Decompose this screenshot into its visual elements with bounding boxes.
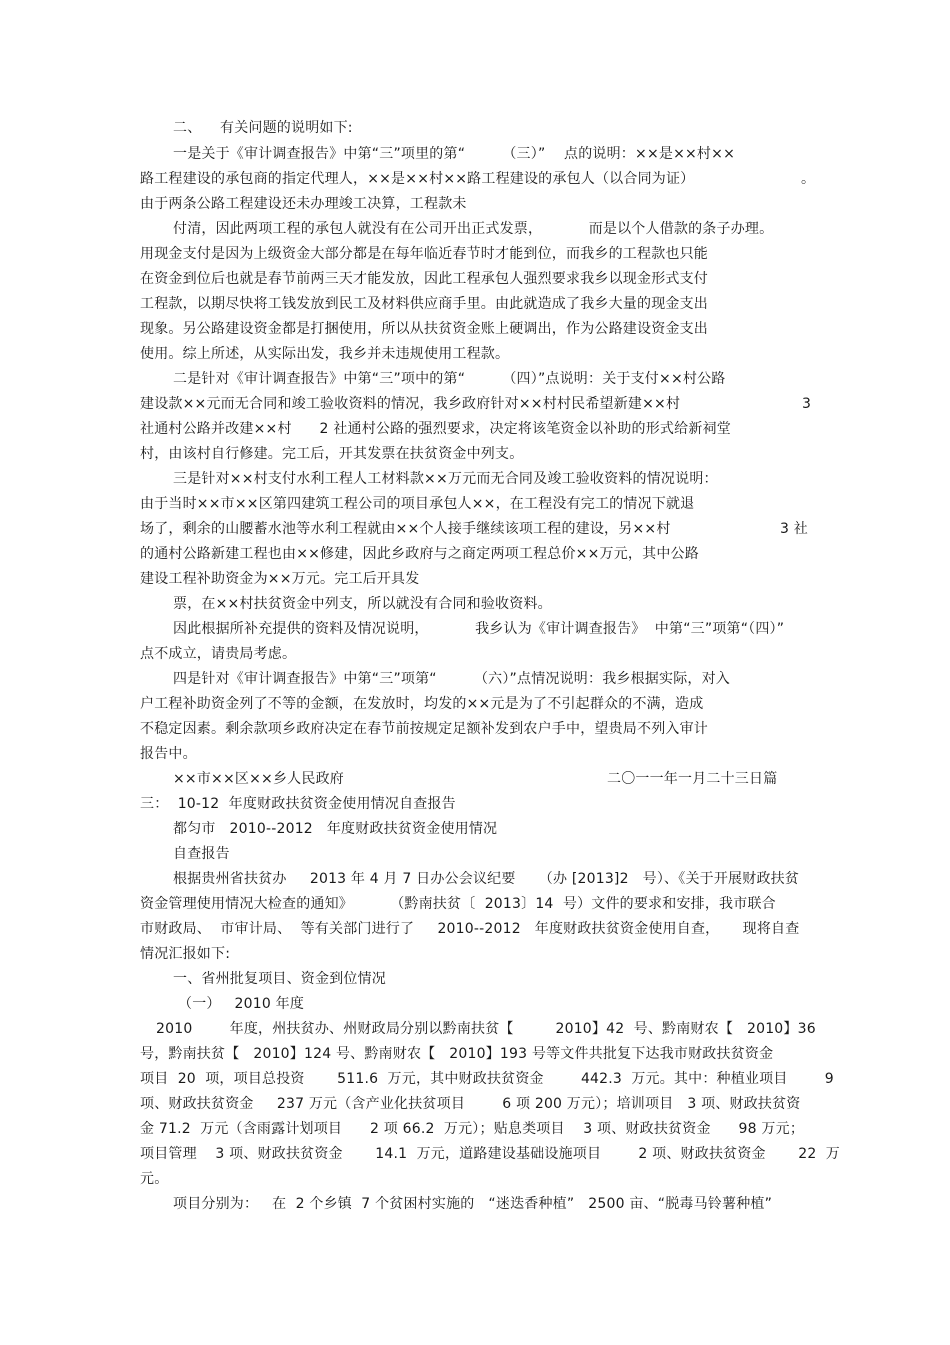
- text-line: 票，在××村扶贫资金中列支，所以就没有合同和验收资料。: [173, 596, 552, 612]
- text-line: 项、财政扶贫资金 237 万元（含产业化扶贫项目 6 项 200 万元）；培训项目 3 项、财政扶贫资: [140, 1096, 801, 1112]
- text-line: 金 71.2 万元（含雨露计划项目 2 项 66.2 万元）；贴息类项目 3 项、财政扶贫资金 98 万元；: [140, 1121, 805, 1137]
- text-line: 二、 有关问题的说明如下:: [173, 120, 353, 136]
- text-line: 项目 20 项，项目总投资 511.6 万元，其中财政扶贫资金 442.3 万元。其中：种植业项目 9: [140, 1071, 834, 1087]
- text-line: 四是针对《审计调查报告》中第“三”项第“ （六）”点情况说明：我乡根据实际，对入: [173, 671, 731, 687]
- text-line: 根据贵州省扶贫办 2013 年 4 月 7 日办公会议纪要 （办 [2013]2 号）、《关于开展财政扶贫: [173, 871, 800, 887]
- text-line: 一、省州批复项目、资金到位情况: [173, 971, 386, 987]
- text-line: 二〇一一年一月二十三日篇: [607, 771, 778, 787]
- text-line: 2010 年度，州扶贫办、州财政局分别以黔南扶贫【 2010】42 号、黔南财农【 2010】36: [156, 1021, 816, 1037]
- text-line: 二是针对《审计调查报告》中第“三”项中的第“ （四）”点说明：关于支付××村公路: [173, 371, 726, 387]
- text-line: ××市××区××乡人民政府: [173, 771, 344, 787]
- text-line: 因此根据所补充提供的资料及情况说明， 我乡认为《审计调查报告》 中第“三”项第“（四）”: [173, 621, 785, 637]
- text-line: 三： 10-12 年度财政扶贫资金使用情况自查报告: [140, 796, 456, 812]
- text-line: 市财政局、 市审计局、 等有关部门进行了 2010--2012 年度财政扶贫资金使用自查， 现将自查: [140, 921, 800, 937]
- text-line: 都匀市 2010--2012 年度财政扶贫资金使用情况: [173, 821, 498, 837]
- text-line: 由于两条公路工程建设还未办理竣工决算，工程款未: [140, 196, 467, 212]
- text-line: 工程款，以期尽快将工钱发放到民工及材料供应商手里。由此就造成了我乡大量的现金支出: [140, 296, 708, 312]
- text-line: 付清，因此两项工程的承包人就没有在公司开出正式发票， 而是以个人借款的条子办理。: [173, 221, 774, 237]
- text-line: 项目管理 3 项、财政扶贫资金 14.1 万元，道路建设基础设施项目 2 项、财政扶贫资金 22 万: [140, 1146, 841, 1162]
- text-line: 。: [801, 171, 816, 187]
- text-line: 使用。综上所述，从实际出发，我乡并未违规使用工程款。: [140, 346, 510, 362]
- text-line: 的通村公路新建工程也由××修建，因此乡政府与之商定两项工程总价××万元，其中公路: [140, 546, 699, 562]
- text-line: 不稳定因素。剩余款项乡政府决定在春节前按规定足额补发到农户手中，望贵局不列入审计: [140, 721, 708, 737]
- text-line: 3 社: [780, 521, 808, 537]
- text-line: 建设工程补助资金为××万元。完工后开具发: [140, 571, 420, 587]
- text-line: 一是关于《审计调查报告》中第“三”项里的第“ （三）” 点的说明：××是××村××: [173, 146, 735, 162]
- text-line: 现象。另公路建设资金都是打捆使用，所以从扶贫资金账上硬调出，作为公路建设资金支出: [140, 321, 708, 337]
- text-line: 社通村公路并改建××村 2 社通村公路的强烈要求，决定将该笔资金以补助的形式给新祠堂: [140, 421, 731, 437]
- text-line: 路工程建设的承包商的指定代理人，××是××村××路工程建设的承包人（以合同为证）: [140, 171, 695, 187]
- text-line: 在资金到位后也就是春节前两三天才能发放，因此工程承包人强烈要求我乡以现金形式支付: [140, 271, 708, 287]
- text-line: （一） 2010 年度: [178, 996, 305, 1012]
- text-line: 3: [802, 396, 812, 412]
- text-line: 场了，剩余的山腰蓄水池等水利工程就由××个人接手继续该项工程的建设，另××村: [140, 521, 671, 537]
- text-line: 用现金支付是因为上级资金大部分都是在每年临近春节时才能到位，而我乡的工程款也只能: [140, 246, 708, 262]
- text-line: 三是针对××村支付水利工程人工材料款××万元而无合同及竣工验收资料的情况说明：: [173, 471, 718, 487]
- text-line: 自查报告: [173, 846, 230, 862]
- text-line: 报告中。: [140, 746, 197, 762]
- text-line: 元。: [140, 1171, 169, 1187]
- text-line: 项目分别为： 在 2 个乡镇 7 个贫困村实施的 “迷迭香种植” 2500 亩、“脱毒马铃薯种植”: [173, 1196, 773, 1212]
- text-line: 建设款××元而无合同和竣工验收资料的情况，我乡政府针对××村村民希望新建××村: [140, 396, 681, 412]
- text-line: 情况汇报如下:: [140, 946, 231, 962]
- text-line: 点不成立，请贵局考虑。: [140, 646, 297, 662]
- text-line: 由于当时××市××区第四建筑工程公司的项目承包人××，在工程没有完工的情况下就退: [140, 496, 695, 512]
- text-line: 资金管理使用情况大检查的通知》 （黔南扶贫〔 2013〕14 号）文件的要求和安排，我市联合: [140, 896, 776, 912]
- text-line: 户工程补助资金列了不等的金额，在发放时，均发的××元是为了不引起群众的不满，造成: [140, 696, 704, 712]
- text-line: 村，由该村自行修建。完工后，开其发票在扶贫资金中列支。: [140, 446, 524, 462]
- text-line: 号，黔南扶贫【 2010】124 号、黔南财农【 2010】193 号等文件共批复下达我市财政扶贫资金: [140, 1046, 774, 1062]
